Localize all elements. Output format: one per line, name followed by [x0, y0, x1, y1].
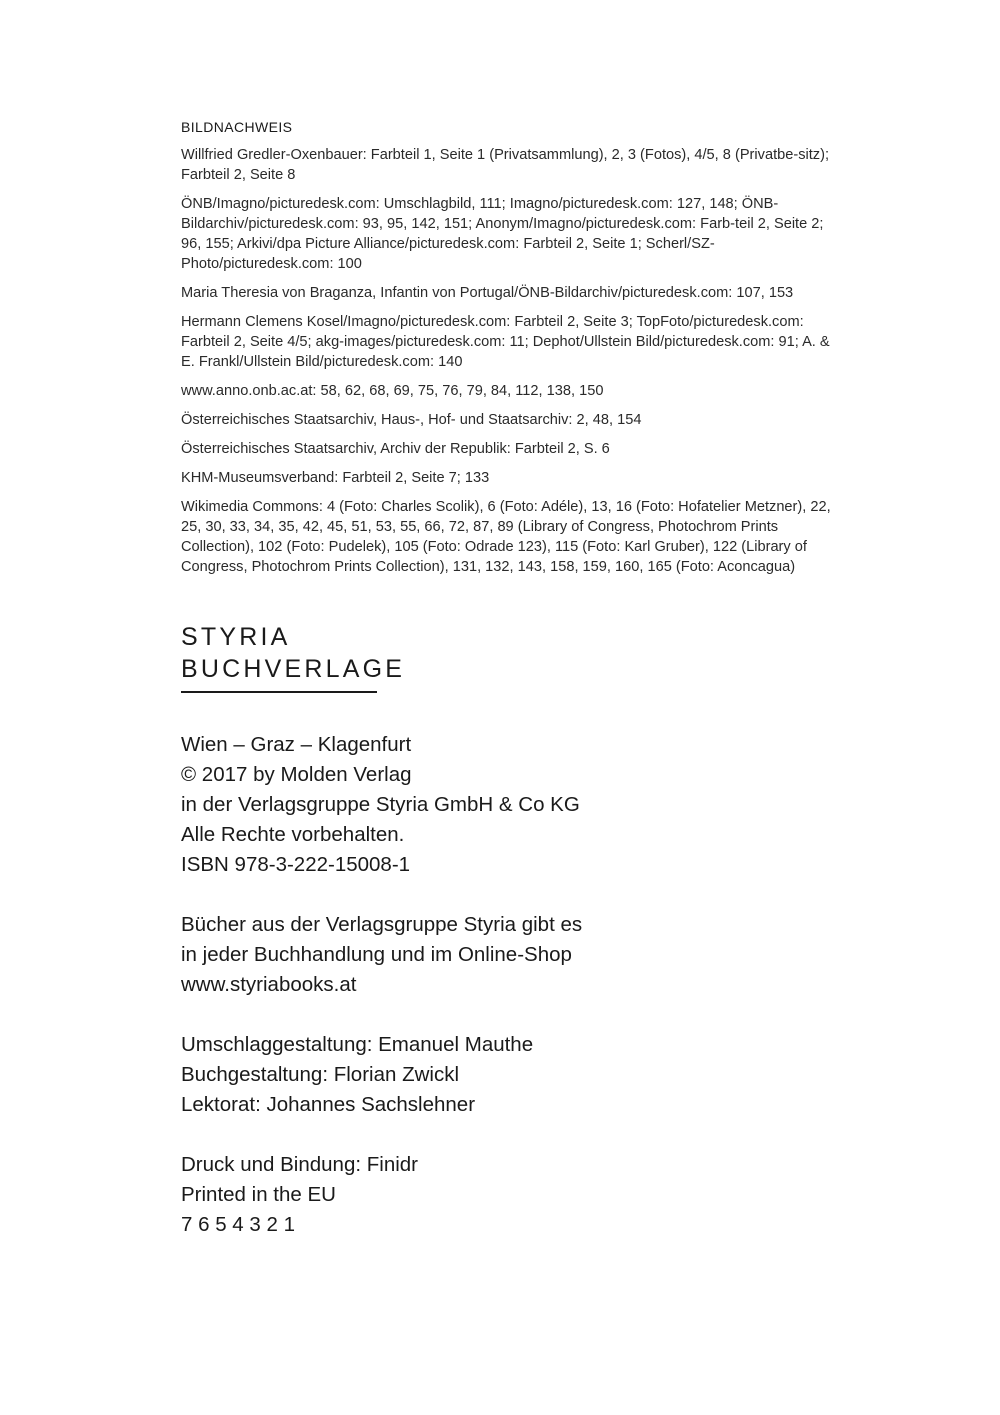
imprint-line: Alle Rechte vorbehalten. — [181, 823, 405, 846]
logo-line-styria: STYRIA — [181, 623, 291, 651]
logo-underline — [181, 691, 377, 693]
logo-line-buchverlage: BUCHVERLAGE — [181, 655, 406, 683]
imprint-section — [181, 730, 821, 1270]
credit-entry: Wikimedia Commons: 4 (Foto: Charles Scolik), 6 (Foto: Adéle), 13, 16 (Foto: Hofatelier Metzner), 22, 25, 30, 33, 34, 35, 42, 45, 51, 53, 55, 66, 72, 87, 89 (Library of Congress, Photochrom Prints Collection), 102 (Foto: Pudelek), 105 (Foto: Odrade 123), 115 (Foto: Karl Gruber), 122 (Library of Congress, Photochrom Prints Collection), 131, 132, 143, 158, 159, 160, 165 (Foto: Aconcagua) — [181, 499, 831, 575]
credit-entry: Willfried Gredler-Oxenbauer: Farbteil 1, Seite 1 (Privatsammlung), 2, 3 (Fotos), 4/5, 8 (Privatbe-sitz); Farbteil 2, Seite 8 — [181, 147, 830, 183]
imprint-block-printing — [181, 1150, 821, 1240]
picture-credits-heading: BILDNACHWEIS — [181, 119, 293, 135]
imprint-block-publisher — [181, 730, 821, 880]
imprint-line: Buchgestaltung: Florian Zwickl — [181, 1063, 460, 1086]
credit-entry: Österreichisches Staatsarchiv, Archiv der Republik: Farbteil 2, S. 6 — [181, 441, 610, 457]
picture-credits-section — [181, 118, 831, 586]
imprint-line: in jeder Buchhandlung und im Online-Shop — [181, 943, 572, 966]
website-line: www.styriabooks.at — [181, 973, 357, 996]
imprint-line: Druck und Bindung: Finidr — [181, 1153, 419, 1176]
isbn-line: ISBN 978-3-222-15008-1 — [181, 853, 411, 876]
imprint-line: Printed in the EU — [181, 1183, 336, 1206]
credit-entry: KHM-Museumsverband: Farbteil 2, Seite 7; 133 — [181, 470, 490, 486]
imprint-line: Lektorat: Johannes Sachslehner — [181, 1093, 476, 1116]
publisher-logo — [181, 621, 406, 693]
credit-entry: ÖNB/Imagno/picturedesk.com: Umschlagbild, 111; Imagno/picturedesk.com: 127, 148; ÖNB-Bildarchiv/picturedesk.com: 93, 95, 142, 151; Anonym/Imagno/picturedesk.com: Farb-teil 2, Seite 2; 96, 155; Arkivi/dpa Picture Alliance/picturedesk.com: Farbteil 2, Seite 1; Scherl/SZ-Photo/picturedesk.com: 100 — [181, 196, 824, 272]
imprint-line: in der Verlagsgruppe Styria GmbH & Co KG — [181, 793, 580, 816]
print-run-line: 7 6 5 4 3 2 1 — [181, 1213, 295, 1236]
imprint-line: © 2017 by Molden Verlag — [181, 763, 412, 786]
credit-entry: Österreichisches Staatsarchiv, Haus-, Hof- und Staatsarchiv: 2, 48, 154 — [181, 412, 642, 428]
imprint-line: Bücher aus der Verlagsgruppe Styria gibt es — [181, 913, 583, 936]
credit-entry: Hermann Clemens Kosel/Imagno/picturedesk.com: Farbteil 2, Seite 3; TopFoto/picturedesk.com: Farbteil 2, Seite 4/5; akg-images/picturedesk.com: 11; Dephot/Ullstein Bild/picturedesk.com: 91; A. & E. Frankl/Ullstein Bild/picturedesk.com: 140 — [181, 314, 830, 370]
credit-entry: Maria Theresia von Braganza, Infantin von Portugal/ÖNB-Bildarchiv/picturedesk.com: 107, 153 — [181, 285, 794, 301]
imprint-line: Wien – Graz – Klagenfurt — [181, 733, 412, 756]
imprint-block-design — [181, 1030, 821, 1120]
imprint-line: Umschlaggestaltung: Emanuel Mauthe — [181, 1033, 534, 1056]
credit-entry: www.anno.onb.ac.at: 58, 62, 68, 69, 75, 76, 79, 84, 112, 138, 150 — [181, 383, 604, 399]
imprint-block-availability — [181, 910, 821, 1000]
